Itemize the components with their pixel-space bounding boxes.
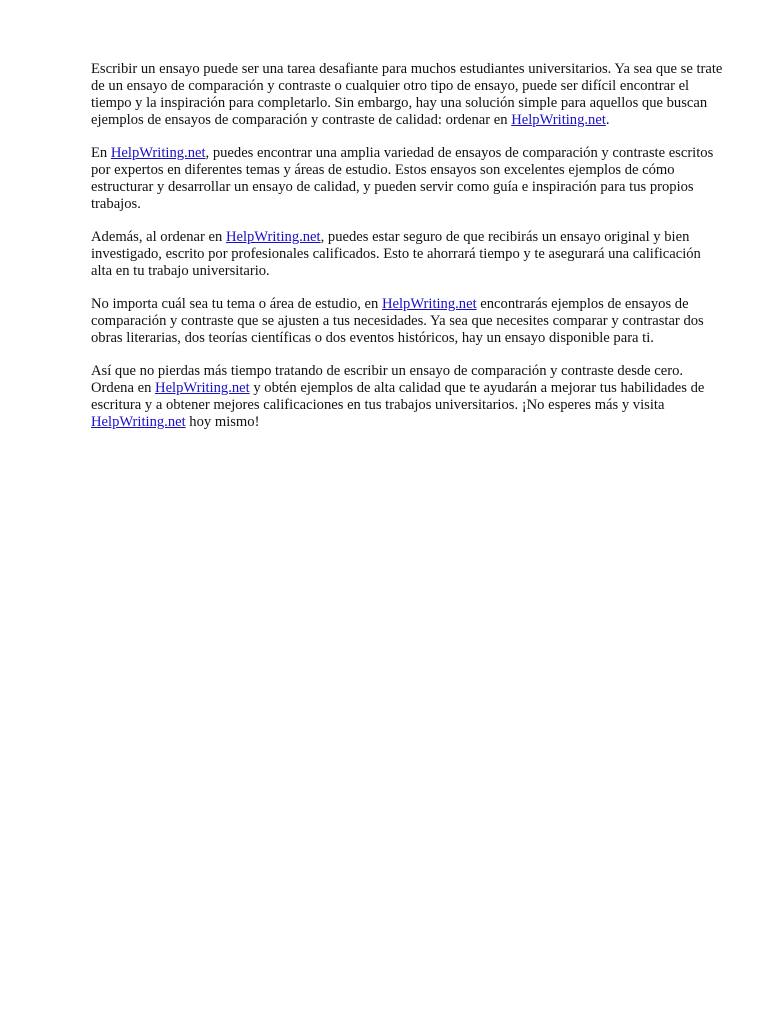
paragraph-5-text-1: Así que no pierdas más tiempo tratando de escribir un ensayo de comparación y contraste desde cero. Ordena en (91, 363, 684, 396)
paragraph-1 (91, 61, 723, 129)
document-body (91, 61, 723, 447)
helpwriting-link[interactable]: HelpWriting.net (155, 380, 250, 396)
paragraph-5-text-3: hoy mismo! (185, 414, 260, 430)
paragraph-2-text-1: En (91, 145, 111, 161)
paragraph-3 (91, 229, 723, 280)
helpwriting-link[interactable]: HelpWriting.net (381, 296, 477, 312)
helpwriting-link[interactable]: HelpWriting.net (91, 414, 186, 430)
paragraph-1-text-2: . (605, 112, 610, 128)
paragraph-4 (91, 296, 723, 347)
paragraph-3-text-2: , puedes estar seguro de que recibirás un ensayo original y bien investigado, escrito por profesionales calificados. Esto te ahorrará tiempo y te asegurará una calificación alta en tu trabajo universitario. (91, 229, 701, 279)
paragraph-5 (91, 363, 723, 431)
paragraph-1-text-1: Escribir un ensayo puede ser una tarea desafiante para muchos estudiantes universitarios. Ya sea que se trate de un ensayo de comparación y contraste o cualquier otro tipo de ensayo, puede ser difícil encontrar el tiempo y la inspiración para completarlo. Sin embargo, hay una solución simple para aquellos que buscan ejemplos de ensayos de comparación y contraste de calidad: ordenar en (91, 61, 723, 128)
helpwriting-link[interactable]: HelpWriting.net (511, 112, 606, 128)
paragraph-3-text-1: Además, al ordenar en (91, 229, 226, 245)
paragraph-2 (91, 145, 723, 213)
paragraph-4-text-1: No importa cuál sea tu tema o área de estudio, en (91, 296, 382, 312)
helpwriting-link[interactable]: HelpWriting.net (225, 229, 321, 245)
paragraph-5-text-2: y obtén ejemplos de alta calidad que te ayudarán a mejorar tus habilidades de escritura y a obtener mejores calificaciones en tus trabajos universitarios. ¡No esperes más y visita (91, 380, 705, 413)
paragraph-4-text-2: encontrarás ejemplos de ensayos de comparación y contraste que se ajusten a tus necesidades. Ya sea que necesites comparar y contrastar dos obras literarias, dos teorías científicas o dos eventos históricos, hay un ensayo disponible para ti. (91, 296, 704, 346)
helpwriting-link[interactable]: HelpWriting.net (110, 145, 206, 161)
paragraph-2-text-2: , puedes encontrar una amplia variedad de ensayos de comparación y contraste escritos por expertos en diferentes temas y áreas de estudio. Estos ensayos son excelentes ejemplos de cómo estructurar y desarrollar un ensayo de calidad, y pueden servir como guía e inspiración para tus propios trabajos. (91, 145, 714, 212)
